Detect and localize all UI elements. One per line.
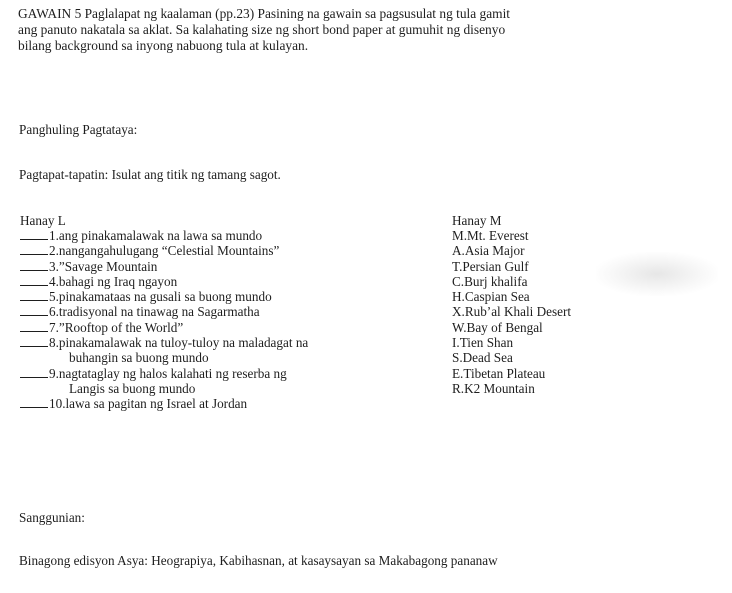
answer-blank[interactable] bbox=[20, 274, 48, 286]
choice-item: R.K2 Mountain bbox=[452, 380, 535, 396]
item-text: 8.pinakamalawak na tuloy-tuloy na maladagat na bbox=[49, 335, 309, 351]
print-smudge bbox=[596, 252, 718, 296]
item-text: 2.nangangahulugang “Celestial Mountains” bbox=[49, 243, 280, 259]
item-text: 9.nagtataglay ng halos kalahati ng reserba ng bbox=[49, 365, 287, 381]
answer-blank[interactable] bbox=[20, 259, 48, 271]
answer-blank[interactable] bbox=[20, 396, 48, 408]
item-text: 10.lawa sa pagitan ng Israel at Jordan bbox=[49, 396, 248, 412]
column-m-heading: Hanay M bbox=[452, 213, 502, 228]
answer-blank[interactable] bbox=[20, 228, 48, 240]
item-continuation: buhangin sa buong mundo bbox=[69, 350, 209, 366]
item-continuation: Langis sa buong mundo bbox=[69, 380, 196, 396]
choice-item: X.Rub’al Khali Desert bbox=[452, 304, 572, 320]
list-item bbox=[20, 243, 440, 258]
column-l-heading: Hanay L bbox=[20, 213, 66, 228]
item-text: 3.”Savage Mountain bbox=[49, 258, 158, 274]
answer-blank[interactable] bbox=[20, 304, 48, 316]
instruction-line-3: bilang background sa inyong nabuong tula at kulayan. bbox=[18, 38, 309, 53]
reference-label: Sanggunian: bbox=[19, 510, 85, 525]
answer-blank[interactable] bbox=[20, 289, 48, 301]
list-item bbox=[20, 289, 440, 304]
answer-blank[interactable] bbox=[20, 366, 48, 378]
list-item bbox=[20, 274, 440, 289]
choice-item: W.Bay of Bengal bbox=[452, 319, 543, 335]
instruction-line-1: GAWAIN 5 Paglalapat ng kaalaman (pp.23) Pasining na gawain sa pagsusulat ng tula gamit bbox=[18, 6, 511, 21]
choice-item: A.Asia Major bbox=[452, 243, 525, 259]
answer-blank[interactable] bbox=[20, 320, 48, 332]
activity-instructions bbox=[18, 6, 718, 54]
choice-item: E.Tibetan Plateau bbox=[452, 365, 546, 381]
matching-instruction: Pagtapat-tapatin: Isulat ang titik ng tamang sagot. bbox=[19, 167, 281, 182]
list-item bbox=[20, 320, 440, 335]
item-text: 7.”Rooftop of the World” bbox=[49, 319, 184, 335]
list-item bbox=[20, 259, 440, 274]
list-item bbox=[20, 396, 440, 411]
choice-item: T.Persian Gulf bbox=[452, 258, 529, 274]
answer-blank[interactable] bbox=[20, 243, 48, 255]
item-text: 4.bahagi ng Iraq ngayon bbox=[49, 273, 178, 289]
answer-blank[interactable] bbox=[20, 335, 48, 347]
list-item bbox=[20, 366, 440, 381]
reference-text: Binagong edisyon Asya: Heograpiya, Kabihasnan, at kasaysayan sa Makabagong pananaw bbox=[19, 553, 498, 568]
list-item bbox=[20, 335, 440, 350]
choice-item: S.Dead Sea bbox=[452, 350, 513, 366]
choice-item: I.Tien Shan bbox=[452, 335, 514, 351]
list-item bbox=[20, 228, 440, 243]
final-test-label: Panghuling Pagtataya: bbox=[19, 122, 138, 137]
column-m bbox=[452, 213, 722, 396]
column-l bbox=[20, 213, 440, 412]
choice-item: C.Burj khalifa bbox=[452, 273, 528, 289]
list-item bbox=[20, 304, 440, 319]
item-text: 1.ang pinakamalawak na lawa sa mundo bbox=[49, 228, 263, 243]
instruction-line-2: ang panuto nakatala sa aklat. Sa kalahating size ng short bond paper at gumuhit ng disenyo bbox=[18, 22, 506, 37]
item-text: 5.pinakamataas na gusali sa buong mundo bbox=[49, 289, 272, 305]
choice-item: M.Mt. Everest bbox=[452, 228, 529, 243]
choice-item: H.Caspian Sea bbox=[452, 289, 530, 305]
item-text: 6.tradisyonal na tinawag na Sagarmatha bbox=[49, 304, 260, 320]
